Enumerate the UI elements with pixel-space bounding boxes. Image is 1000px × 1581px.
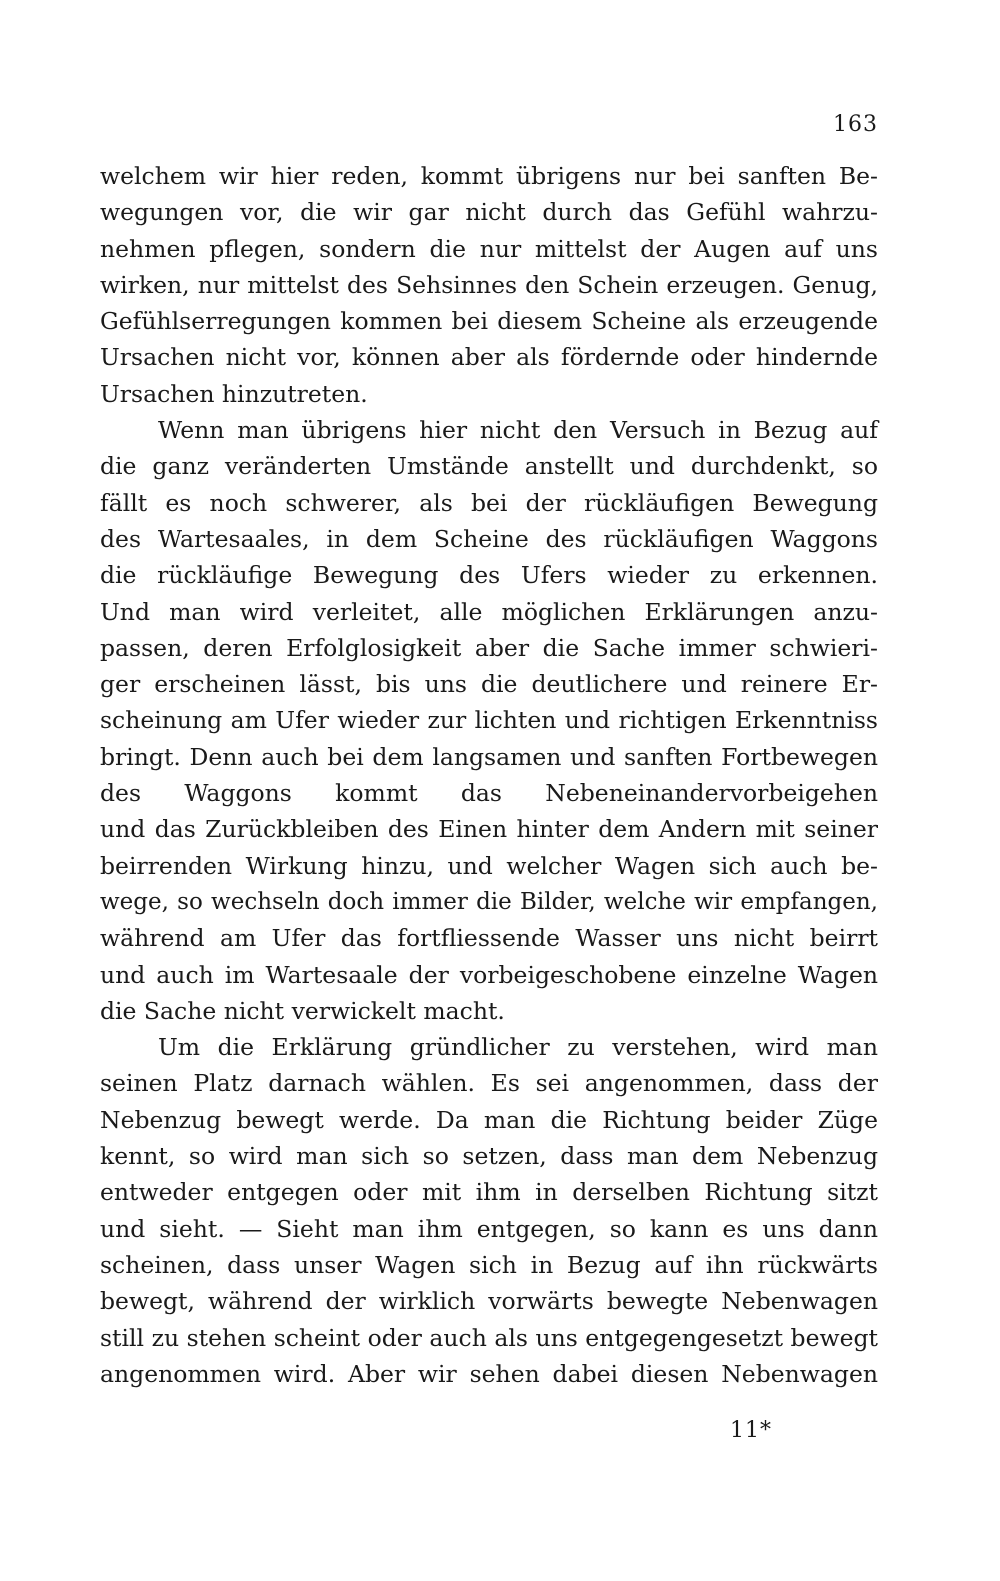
text-line: still zu stehen scheint oder auch als uns entgegengesetzt bewegt — [100, 1323, 878, 1352]
text-line: fällt es noch schwerer, als bei der rückläufigen Bewegung — [100, 488, 878, 517]
text-line: Um die Erklärung gründlicher zu verstehen, wird man — [158, 1033, 878, 1062]
text-line: Ursachen nicht vor, können aber als fördernde oder hindernde — [100, 343, 878, 372]
text-line: kennt, so wird man sich so setzen, dass man dem Nebenzug — [100, 1142, 878, 1171]
text-line: wegungen vor, die wir gar nicht durch das Gefühl wahrzu- — [100, 198, 878, 227]
page-number: 163 — [833, 112, 878, 137]
text-line: wirken, nur mittelst des Sehsinnes den Schein erzeugen. Genug, — [100, 270, 878, 299]
text-line: seinen Platz darnach wählen. Es sei angenommen, dass der — [100, 1069, 878, 1098]
text-line: die rückläufige Bewegung des Ufers wieder zu erkennen. — [100, 561, 878, 590]
text-line: des Wartesaales, in dem Scheine des rückläufigen Waggons — [100, 524, 878, 553]
text-line: Und man wird verleitet, alle möglichen Erklärungen anzu- — [100, 597, 878, 626]
text-line: während am Ufer das fortfliessende Wasser uns nicht beirrt — [100, 924, 878, 953]
text-line: bringt. Denn auch bei dem langsamen und sanften Fortbewegen — [100, 742, 878, 771]
text-line: scheinung am Ufer wieder zur lichten und richtigen Erkenntniss — [100, 706, 878, 735]
text-line: und sieht. — Sieht man ihm entgegen, so kann es uns dann — [100, 1214, 878, 1243]
text-line: beirrenden Wirkung hinzu, und welcher Wagen sich auch be- — [100, 851, 878, 880]
text-line: Wenn man übrigens hier nicht den Versuch in Bezug auf — [158, 416, 878, 445]
text-line: scheinen, dass unser Wagen sich in Bezug auf ihn rückwärts — [100, 1250, 878, 1279]
text-line: bewegt, während der wirklich vorwärts bewegte Nebenwagen — [100, 1287, 878, 1316]
text-line: Gefühlserregungen kommen bei diesem Scheine als erzeugende — [100, 307, 878, 336]
text-line: ger erscheinen lässt, bis uns die deutlichere und reinere Er- — [100, 670, 878, 699]
text-line: nehmen pflegen, sondern die nur mittelst der Augen auf uns — [100, 234, 878, 263]
text-line: Nebenzug bewegt werde. Da man die Richtung beider Züge — [100, 1105, 878, 1134]
body-text — [100, 158, 878, 1392]
text-line: Ursachen hinzutreten. — [100, 379, 368, 408]
text-line: und auch im Wartesaale der vorbeigeschobene einzelne Wagen — [100, 960, 878, 989]
text-line: angenommen wird. Aber wir sehen dabei diesen Nebenwagen — [100, 1359, 878, 1388]
text-line: die Sache nicht verwickelt macht. — [100, 996, 505, 1025]
text-line: passen, deren Erfolglosigkeit aber die Sache immer schwieri- — [100, 633, 878, 662]
text-line: des Waggons kommt das Nebeneinandervorbeigehen — [100, 779, 878, 808]
text-line: die ganz veränderten Umstände anstellt und durchdenkt, so — [100, 452, 878, 481]
text-line: wege, so wechseln doch immer die Bilder, welche wir empfangen, — [100, 888, 878, 915]
text-line: entweder entgegen oder mit ihm in derselben Richtung sitzt — [100, 1178, 878, 1207]
text-line: und das Zurückbleiben des Einen hinter dem Andern mit seiner — [100, 815, 878, 844]
text-line: welchem wir hier reden, kommt übrigens nur bei sanften Be- — [100, 162, 878, 190]
signature-mark: 11* — [730, 1418, 772, 1443]
